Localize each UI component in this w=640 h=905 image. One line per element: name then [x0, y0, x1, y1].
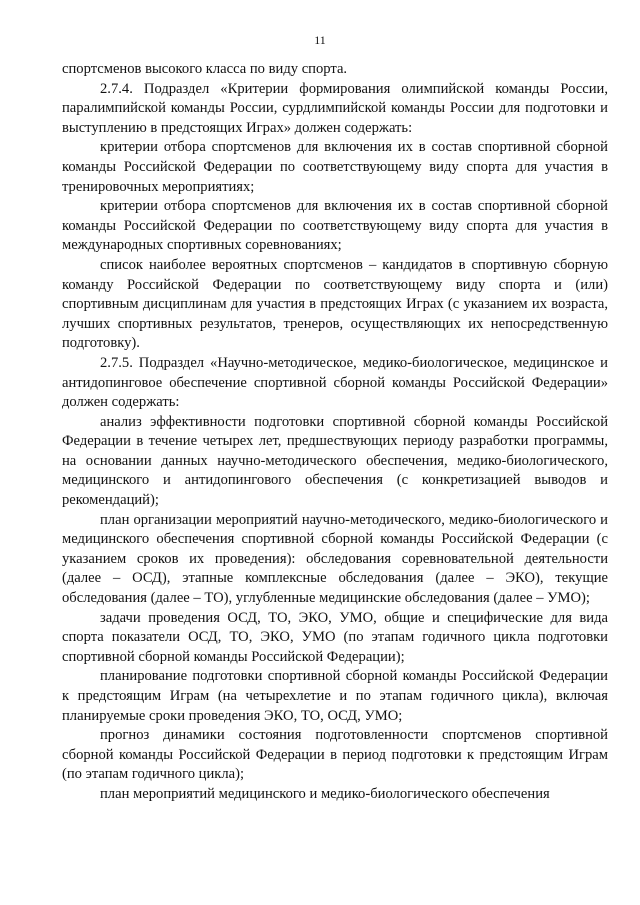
paragraph-candidate-list: список наиболее вероятных спортсменов – кандидатов в спортивную сборную команду Российской Федерации по соответствующему виду спорта и (или) спортивным дисциплинам для участия в предстоящих Играх (с указанием их возраста, лучших спортивных результатов, тренеров, осуществляющих их непосредственную подготовку).	[62, 256, 608, 352]
paragraph-criteria-training: критерии отбора спортсменов для включения их в состав спортивной сборной команды Российской Федерации по соответствующему виду спорта для участия в тренировочных мероприятиях;	[62, 139, 608, 195]
paragraph-support-plan: план организации мероприятий научно-методического, медико-биологического и медицинского обеспечения спортивной сборной команды Российской Федерации (с указанием сроков их проведения): обследования соревновательной деятельности (далее – ОСД), этапные комплексные обследования (далее – ЭКО), текущие обследования (далее – ТО), углубленные медицинские обследования (далее – УМО);	[62, 511, 608, 607]
paragraph-examination-tasks: задачи проведения ОСД, ТО, ЭКО, УМО, общие и специфические для вида спорта показатели ОСД, ТО, ЭКО, УМО (по этапам годичного цикла подготовки спортивной сборной команды Российской Федерации);	[62, 609, 608, 665]
paragraph-continuation: спортсменов высокого класса по виду спорта.	[62, 61, 348, 77]
paragraph-efficiency-analysis: анализ эффективности подготовки спортивной сборной команды Российской Федерации в течение четырех лет, предшествующих периоду разработки программы, на основании данных научно-методического обеспечения, медико-биологического, медицинского и антидопингового обеспечения (с конкретизацией выводов и рекомендаций);	[62, 413, 608, 509]
paragraph-medical-plan: план мероприятий медицинского и медико-биологического обеспечения	[100, 785, 550, 802]
paragraph-readiness-forecast: прогноз динамики состояния подготовленности спортсменов спортивной сборной команды Российской Федерации в период подготовки к предстоящим Играм (по этапам годичного цикла);	[62, 727, 608, 783]
paragraph-criteria-competitions: критерии отбора спортсменов для включения их в состав спортивной сборной команды Российской Федерации по соответствующему виду спорта для участия в международных спортивных соревнованиях;	[62, 198, 608, 254]
page-number: 11	[314, 33, 326, 47]
document-body	[62, 60, 608, 805]
paragraph-preparation-planning: планирование подготовки спортивной сборной команды Российской Федерации к предстоящим Играм (на четырехлетие и по этапам годичного цикла), включая планируемые сроки проведения ЭКО, ТО, ОСД, УМО;	[62, 668, 608, 724]
paragraph-section-2-7-4: 2.7.4. Подраздел «Критерии формирования олимпийской команды России, паралимпийской команды России, сурдлимпийской команды России для подготовки и выступлению в предстоящих Играх» должен содержать:	[62, 80, 608, 136]
paragraph-section-2-7-5: 2.7.5. Подраздел «Научно-методическое, медико-биологическое, медицинское и антидопинговое обеспечение спортивной сборной команды Российской Федерации» должен содержать:	[62, 354, 608, 411]
